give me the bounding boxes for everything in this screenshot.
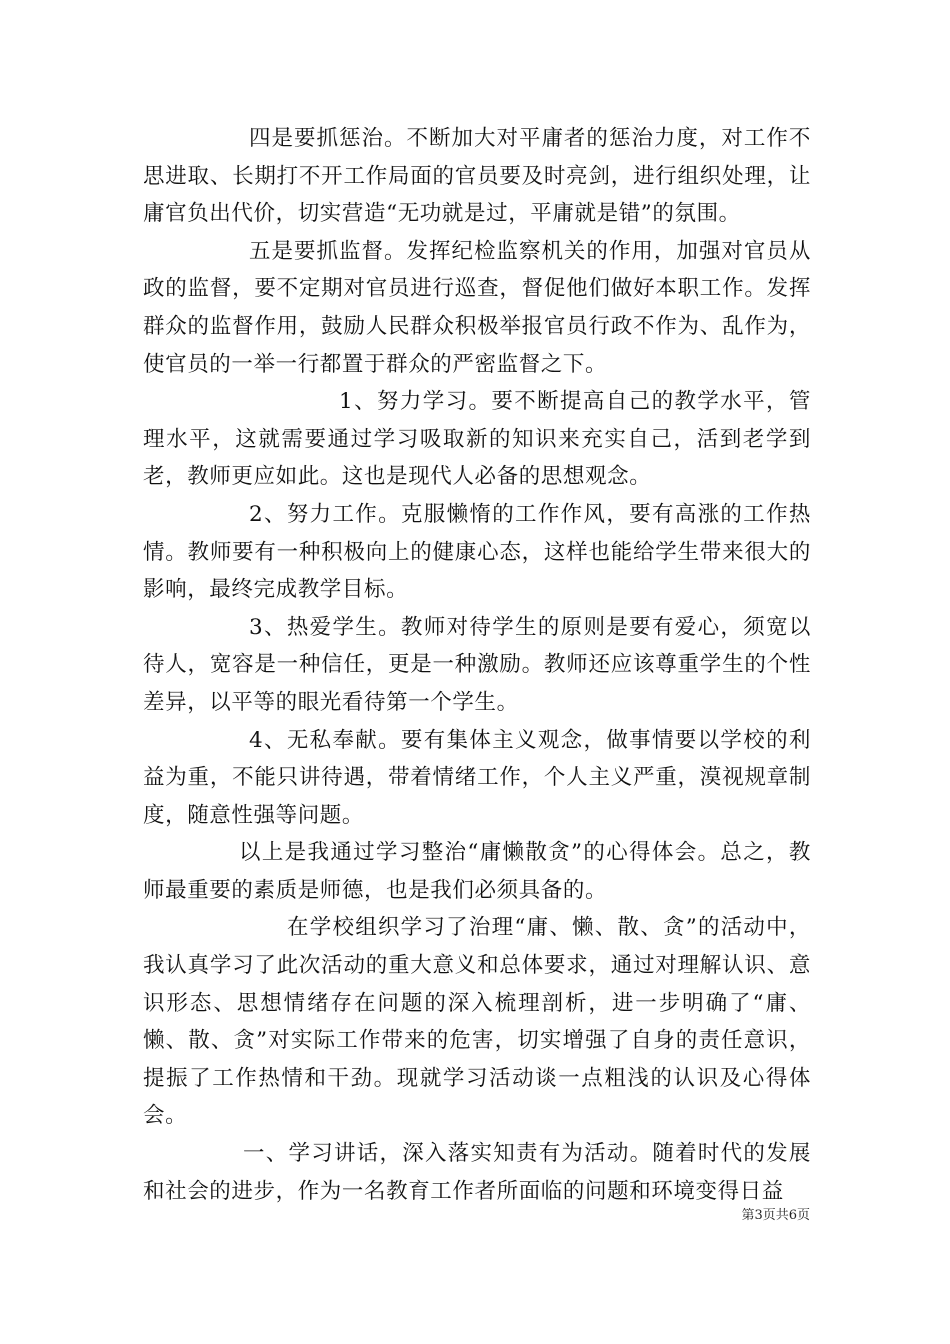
- paragraph-study: 1、努力学习。要不断提高自己的教学水平，管理水平，这就需要通过学习吸取新的知识来充实自己，活到老学到老，教师更应如此。这也是现代人必备的思想观念。: [143, 389, 811, 490]
- page-number-footer: 第3页共6页: [741, 1208, 810, 1223]
- paragraph-activity-intro: 在学校组织学习了治理“庸、懒、散、贪”的活动中，我认真学习了此次活动的重大意义和总体要求，通过对理解认识、意识形态、思想情绪存在问题的深入梳理剖析，进一步明确了“庸、懒、散、贪”对实际工作带来的危害，切实增强了自身的责任意识，提振了工作热情和干劲。现就学习活动谈一点粗浅的认识及心得体会。: [143, 915, 811, 1129]
- paragraph-section-one: 一、学习讲话，深入落实知责有为活动。随着时代的发展和社会的进步，作为一名教育工作者所面临的问题和环境变得日益: [143, 1141, 811, 1204]
- document-body: [143, 120, 811, 1210]
- paragraph-work: 2、努力工作。克服懒惰的工作作风，要有高涨的工作热情。教师要有一种积极向上的健康心态，这样也能给学生带来很大的影响，最终完成教学目标。: [143, 501, 811, 603]
- paragraph-supervision: 五是要抓监督。发挥纪检监察机关的作用，加强对官员从政的监督，要不定期对官员进行巡查，督促他们做好本职工作。发挥群众的监督作用，鼓励人民群众积极举报官员行政不作为、乱作为，使官员的一举一行都置于群众的严密监督之下。: [143, 238, 811, 377]
- paragraph-love-students: 3、热爱学生。教师对待学生的原则是要有爱心，须宽以待人，宽容是一种信任，更是一种激励。教师还应该尊重学生的个性差异，以平等的眼光看待第一个学生。: [143, 614, 811, 715]
- paragraph-punishment: 四是要抓惩治。不断加大对平庸者的惩治力度，对工作不思进取、长期打不开工作局面的官员要及时亮剑，进行组织处理，让庸官负出代价，切实营造“无功就是过，平庸就是错”的氛围。: [143, 126, 811, 227]
- paragraph-summary: 以上是我通过学习整治“庸懒散贪”的心得体会。总之，教师最重要的素质是师德，也是我们必须具备的。: [143, 840, 811, 903]
- paragraph-dedication: 4、无私奉献。要有集体主义观念，做事情要以学校的利益为重，不能只讲待遇，带着情绪工作，个人主义严重，漠视规章制度，随意性强等问题。: [143, 727, 811, 828]
